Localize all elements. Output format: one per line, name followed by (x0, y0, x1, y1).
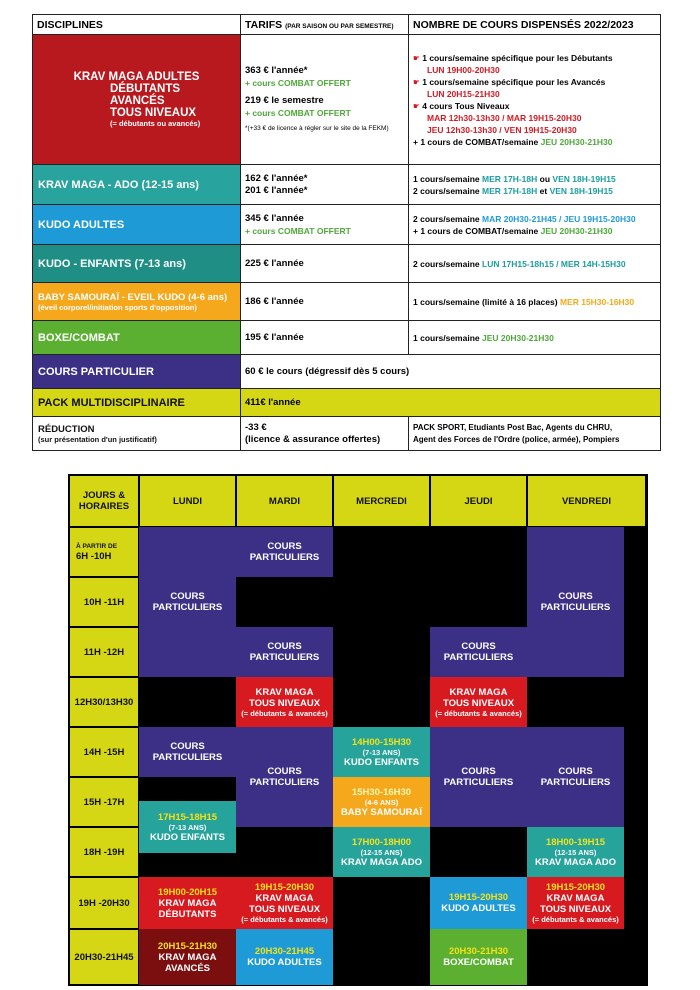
row-krav-adultes (33, 35, 661, 165)
kudo-enfants-c1: 2 cours/semaine (413, 258, 480, 269)
krav-tn-3: (= débutants & avancés) (435, 708, 522, 718)
cp-line1: COURS (267, 766, 302, 777)
mercredi-krav-ado (333, 827, 430, 877)
cp-line2: PARTICULIERS (249, 552, 320, 563)
krav-tn-1: KRAV MAGA (255, 893, 314, 904)
krav-tn-3: (= débutants & avancés) (532, 915, 619, 924)
lun-av-2: AVANCÉS (164, 962, 211, 974)
reduction-sub: (sur présentation d'un justificatif) (38, 434, 157, 444)
cp-line2: PARTICULIERS (443, 652, 514, 663)
vendredi-cours-particuliers-morning (527, 527, 624, 677)
mercredi-baby-samourai (333, 777, 430, 827)
mar-kudo-time: 20H30-21H45 (254, 946, 315, 957)
krav-ado-c1c: ou (539, 173, 551, 184)
baby-label: BABY SAMOURAÏ - EVEIL KUDO (4-6 ans) (38, 291, 228, 303)
lun-enfants-age: (7-13 ANS) (168, 822, 207, 832)
vendredi-krav-ado (527, 827, 624, 877)
reduction-label: RÉDUCTION (38, 423, 95, 435)
time-7: 19H -20H30 (69, 877, 139, 929)
jeu-kudo-label: KUDO ADULTES (441, 903, 516, 914)
krav-adultes-line5: (= débutants ou avancés) (110, 119, 201, 128)
row-kudo-enfants (33, 245, 661, 283)
baby-c1b: MER 15H30-16H30 (559, 296, 635, 307)
hand-icon: ☛ (413, 76, 420, 87)
krav-ado-tarif2: 201 € l'année* (245, 184, 308, 196)
kudo-adultes-tarif1-plus: + cours COMBAT OFFERT (245, 225, 351, 236)
lun-deb-time: 19H00-20H15 (157, 886, 218, 898)
krav-ado-c2b: MER 17H-18H (482, 185, 538, 196)
table-header-row (33, 15, 661, 35)
cp-line1: COURS (461, 641, 496, 652)
mardi-cours-particuliers-11h (236, 627, 333, 677)
krav-adultes-tarif2-plus: + cours COMBAT OFFERT (245, 107, 351, 118)
ven-ado-label: KRAV MAGA ADO (535, 856, 616, 868)
tarif-kudo-adultes (241, 205, 409, 245)
tarif-kudo-enfants: 225 € l'année (241, 245, 409, 283)
cp-line1: COURS (170, 741, 205, 752)
hand-icon: ☛ (413, 52, 420, 63)
reduction-tarif2: (licence & assurance offertes) (245, 433, 381, 445)
row-kudo-adultes (33, 205, 661, 245)
cp-line1: COURS (267, 541, 302, 552)
disc-baby (33, 283, 241, 321)
disc-kudo-adultes: KUDO ADULTES (33, 205, 241, 245)
reduction-tarif1: -33 € (245, 421, 267, 433)
cp-line2: PARTICULIERS (152, 602, 223, 613)
disc-krav-adultes (33, 35, 241, 165)
krav-adultes-c4b: JEU 20H30-21H30 (540, 136, 613, 147)
kudo-adultes-c2b: JEU 20H30-21H30 (540, 225, 613, 236)
mer-enfants-label: KUDO ENFANTS (344, 756, 419, 768)
krav-ado-c1: 1 cours/semaine (413, 173, 480, 184)
krav-ado-c1b: MER 17H-18H (482, 173, 538, 184)
tarif-particulier: 60 € le cours (dégressif dès 5 cours) (241, 355, 661, 389)
header-tarifs-label: TARIFS (245, 18, 283, 31)
krav-ado-tarif1: 162 € l'année* (245, 172, 308, 184)
lun-av-time: 20H15-21H30 (157, 940, 218, 952)
krav-tn-3: (= débutants & avancés) (241, 915, 328, 924)
disc-pack: PACK MULTIDISCIPLINAIRE (33, 389, 241, 417)
time-4: 14H -15H (69, 727, 139, 777)
disc-particulier: COURS PARTICULIER (33, 355, 241, 389)
ven-tn-time: 19H15-20H30 (545, 882, 606, 893)
cp-line2: PARTICULIERS (540, 777, 611, 788)
kudo-adultes-c1b: MAR 20H30-21H45 / JEU 19H15-20H30 (482, 213, 636, 224)
row-particulier (33, 355, 661, 389)
ven-ado-time: 18H00-19H15 (545, 836, 606, 848)
mar-tn-time: 19H15-20H30 (254, 882, 315, 893)
jeu-boxe-time: 20H30-21H30 (448, 946, 509, 957)
tarif-krav-adultes (241, 35, 409, 165)
row-boxe (33, 321, 661, 355)
baby-c1: 1 cours/semaine (limité à 16 places) (413, 296, 558, 307)
krav-ado-c2: 2 cours/semaine (413, 185, 480, 196)
krav-tn-2: TOUS NIVEAUX (248, 904, 321, 915)
lun-enfants-time: 17H15-18H15 (157, 811, 218, 823)
mardi-krav-tous-niveaux-soir (236, 877, 333, 929)
vendredi-cours-particuliers-14h (527, 727, 624, 827)
hand-icon: ☛ (413, 100, 420, 111)
krav-tn-1: KRAV MAGA (255, 686, 314, 698)
krav-ado-c2d: VEN 18H-19H15 (549, 185, 613, 196)
time-3: 12H30/13H30 (69, 677, 139, 727)
time-1: 10H -11H (69, 577, 139, 627)
mer-enfants-age: (7-13 ANS) (362, 747, 401, 757)
krav-adultes-line2: DÉBUTANTS (110, 83, 181, 95)
mardi-krav-tous-niveaux-midi (236, 677, 333, 727)
krav-adultes-c2: 1 cours/semaine spécifique pour les Avancés (422, 76, 606, 87)
time-0-label: 6H -10H (76, 550, 112, 562)
time-8: 20H30-21H45 (69, 929, 139, 985)
cours-krav-adultes (409, 35, 661, 165)
krav-adultes-c3: 4 cours Tous Niveaux (422, 100, 510, 111)
jeudi-krav-tous-niveaux-midi (430, 677, 527, 727)
lundi-krav-debutants (139, 877, 236, 929)
cp-line2: PARTICULIERS (249, 652, 320, 663)
boxe-c1b: JEU 20H30-21H30 (482, 332, 554, 343)
krav-adultes-tarif1: 363 € l'année* (245, 64, 308, 76)
jeudi-boxe-combat (430, 929, 527, 985)
mardi-cours-particuliers-6h (236, 527, 333, 577)
reduction-c1: PACK SPORT, Etudiants Post Bac, Agents du CHRU, (413, 422, 613, 432)
krav-adultes-c2b: LUN 20H15-21H30 (427, 88, 500, 99)
krav-adultes-c3c: JEU 12h30-13h30 / VEN 19H15-20H30 (427, 124, 577, 135)
krav-tn-3: (= débutants & avancés) (241, 708, 328, 718)
header-cours: NOMBRE DE COURS DISPENSÉS 2022/2023 (409, 15, 661, 35)
krav-adultes-c1b: LUN 19H00-20H30 (427, 64, 500, 75)
cp-line2: PARTICULIERS (540, 602, 611, 613)
kudo-adultes-c1: 2 cours/semaine (413, 213, 480, 224)
tarif-krav-ado (241, 165, 409, 205)
cp-line2: PARTICULIERS (443, 777, 514, 788)
reduction-c2: Agent des Forces de l'Ordre (police, armée), Pompiers (413, 434, 620, 444)
kudo-adultes-tarif1: 345 € l'année (245, 212, 304, 224)
krav-tn-2: TOUS NIVEAUX (442, 697, 515, 709)
cp-line1: COURS (558, 591, 593, 602)
day-jeudi: JEUDI (430, 475, 527, 527)
ven-ado-age: (12-15 ANS) (554, 847, 597, 857)
cours-kudo-enfants (409, 245, 661, 283)
cp-line1: COURS (170, 591, 205, 602)
disc-kudo-enfants: KUDO - ENFANTS (7-13 ans) (33, 245, 241, 283)
row-baby (33, 283, 661, 321)
krav-tn-2: TOUS NIVEAUX (248, 697, 321, 709)
lundi-cours-particuliers-14h (139, 727, 236, 777)
vendredi-krav-tous-niveaux (527, 877, 624, 929)
cours-boxe (409, 321, 661, 355)
disc-krav-ado: KRAV MAGA - ADO (12-15 ans) (33, 165, 241, 205)
krav-adultes-c1: 1 cours/semaine spécifique pour les Débutants (422, 52, 613, 63)
krav-adultes-line1: KRAV MAGA ADULTES (73, 71, 200, 83)
day-lundi: LUNDI (139, 475, 236, 527)
time-2: 11H -12H (69, 627, 139, 677)
jeudi-cours-particuliers-11h (430, 627, 527, 677)
krav-adultes-tarif1-plus: + cours COMBAT OFFERT (245, 77, 351, 88)
lundi-cours-particuliers-morning (139, 527, 236, 677)
lun-deb-1: KRAV MAGA (158, 897, 217, 909)
time-5: 15H -17H (69, 777, 139, 827)
tarifs-table (32, 14, 661, 451)
boxe-c1: 1 cours/semaine (413, 332, 480, 343)
lun-av-1: KRAV MAGA (158, 951, 217, 963)
row-pack (33, 389, 661, 417)
mer-baby-age: (4-6 ANS) (364, 797, 399, 807)
krav-adultes-note: *(+33 € de licence à régler sur le site de la FEKM) (245, 124, 389, 132)
lun-deb-2: DÉBUTANTS (158, 908, 217, 920)
cp-line1: COURS (558, 766, 593, 777)
krav-adultes-c3b: MAR 12h30-13h30 / MAR 19H15-20H30 (427, 112, 582, 123)
tarif-baby: 186 € l'année (241, 283, 409, 321)
krav-adultes-line4: TOUS NIVEAUX (110, 107, 197, 119)
krav-tn-2: TOUS NIVEAUX (539, 904, 612, 915)
disc-reduction (33, 417, 241, 451)
day-vendredi: VENDREDI (527, 475, 646, 527)
kudo-adultes-c2: + 1 cours de COMBAT/semaine (413, 225, 539, 236)
row-krav-ado (33, 165, 661, 205)
day-mardi: MARDI (236, 475, 333, 527)
cours-krav-ado (409, 165, 661, 205)
cp-line2: PARTICULIERS (249, 777, 320, 788)
tarif-reduction (241, 417, 409, 451)
time-0-prefix: À PARTIR DE (76, 542, 118, 550)
header-tarifs-note: (PAR SAISON OU PAR SEMESTRE) (285, 22, 394, 30)
cp-line2: PARTICULIERS (152, 752, 223, 763)
krav-adultes-tarif2: 219 € le semestre (245, 94, 324, 106)
jeu-kudo-time: 19H15-20H30 (448, 892, 509, 903)
baby-sub: (éveil corporel/initiation sports d'opposition) (38, 302, 197, 312)
mar-kudo-label: KUDO ADULTES (247, 957, 322, 968)
mer-baby-label: BABY SAMOURAÏ (340, 806, 423, 818)
mardi-kudo-adultes (236, 929, 333, 985)
mer-enfants-time: 14H00-15H30 (351, 736, 412, 748)
mer-ado-age: (12-15 ANS) (360, 847, 403, 857)
mer-baby-time: 15H30-16H30 (351, 786, 412, 798)
krav-adultes-c4: + 1 cours de COMBAT/semaine (413, 136, 539, 147)
lun-enfants-label: KUDO ENFANTS (150, 831, 225, 843)
cours-reduction (409, 417, 661, 451)
lundi-kudo-enfants (139, 801, 236, 853)
jeudi-kudo-adultes (430, 877, 527, 929)
mardi-cours-particuliers-14h (236, 727, 333, 827)
cp-line1: COURS (461, 766, 496, 777)
schedule-grid (68, 474, 648, 986)
lundi-krav-avances (139, 929, 236, 985)
cours-kudo-adultes (409, 205, 661, 245)
disc-boxe: BOXE/COMBAT (33, 321, 241, 355)
header-disciplines: DISCIPLINES (33, 15, 241, 35)
cp-line1: COURS (267, 641, 302, 652)
day-mercredi: MERCREDI (333, 475, 430, 527)
tarif-pack: 411€ l'année (241, 389, 661, 417)
krav-tn-1: KRAV MAGA (546, 893, 605, 904)
schedule-corner: JOURS & HORAIRES (69, 475, 139, 527)
jeu-boxe-label: BOXE/COMBAT (443, 957, 514, 968)
krav-ado-c2c: et (539, 185, 548, 196)
header-tarifs (241, 15, 409, 35)
row-reduction (33, 417, 661, 451)
tarif-boxe: 195 € l'année (241, 321, 409, 355)
jeudi-cours-particuliers-14h (430, 727, 527, 827)
krav-ado-c1d: VEN 18H-19H15 (552, 173, 616, 184)
cours-baby (409, 283, 661, 321)
mer-ado-label: KRAV MAGA ADO (341, 856, 422, 868)
kudo-enfants-c1b: LUN 17H15-18h15 / MER 14H-15H30 (482, 258, 626, 269)
time-6: 18H -19H (69, 827, 139, 877)
mer-ado-time: 17H00-18H00 (351, 836, 412, 848)
time-0 (69, 527, 139, 577)
krav-tn-1: KRAV MAGA (449, 686, 508, 698)
mercredi-kudo-enfants (333, 727, 430, 777)
krav-adultes-line3: AVANCÉS (110, 95, 165, 107)
